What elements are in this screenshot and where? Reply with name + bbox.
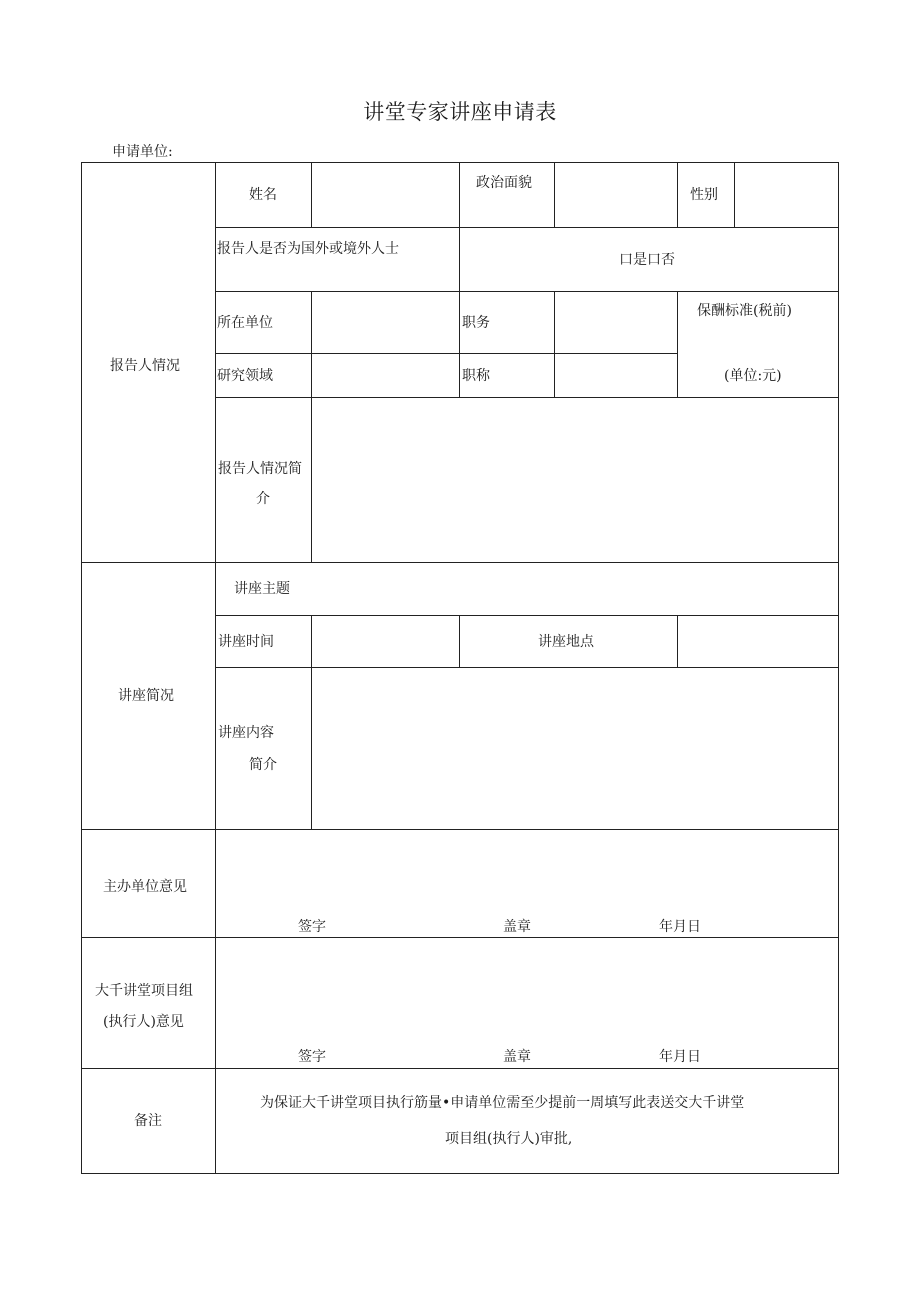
research-field-label: 研究领域 xyxy=(217,368,273,384)
col-divider xyxy=(554,162,555,228)
lecture-topic-label: 讲座主题 xyxy=(234,581,290,597)
table-top-border xyxy=(81,162,839,163)
foreign-yes-no-options[interactable]: 口是口否 xyxy=(619,252,675,268)
col-divider xyxy=(459,615,460,668)
table-left-border xyxy=(81,162,82,1174)
table-bottom-border xyxy=(81,1173,839,1174)
project-seal-label: 盖章 xyxy=(503,1049,531,1065)
professional-title-label: 职称 xyxy=(462,368,490,384)
fee-standard-label: 保酬标准(税前) xyxy=(697,303,792,319)
row-divider xyxy=(215,291,839,292)
name-label: 姓名 xyxy=(249,187,277,203)
lecture-time-label: 讲座时间 xyxy=(218,634,274,650)
col-divider xyxy=(459,162,460,228)
col-divider xyxy=(311,615,312,668)
project-sign-label: 签字 xyxy=(298,1049,326,1065)
speaker-intro-label-line2: 介 xyxy=(256,491,270,507)
form-title: 讲堂专家讲座申请表 xyxy=(363,100,557,124)
remarks-text-line2: 项目组(执行人)审批, xyxy=(445,1131,573,1147)
speaker-section-label: 报告人情况 xyxy=(110,358,180,374)
label-column-divider xyxy=(215,162,216,1174)
col-divider xyxy=(554,291,555,398)
foreign-question-label: 报告人是否为国外或境外人士 xyxy=(217,241,399,257)
political-affiliation-label: 政治面貌 xyxy=(476,175,532,191)
col-divider xyxy=(459,227,460,292)
lecture-content-label-line2: 简介 xyxy=(249,757,277,773)
applicant-unit-label: 申请单位: xyxy=(112,144,173,160)
employer-label: 所在单位 xyxy=(217,315,273,331)
remarks-text: 为保证大千讲堂项目执行筋量•申请单位需至少提前一周填写此表送交大千讲堂 xyxy=(260,1095,745,1111)
row-divider xyxy=(215,667,839,668)
section-divider xyxy=(81,1068,839,1069)
col-divider xyxy=(677,291,678,398)
table-right-border xyxy=(838,162,839,1174)
section-divider xyxy=(81,829,839,830)
project-opinion-label-line2: (执行人)意见 xyxy=(103,1014,184,1030)
lecture-content-label: 讲座内容 xyxy=(218,725,274,741)
col-divider xyxy=(311,397,312,563)
project-opinion-label: 大千讲堂项目组 xyxy=(95,983,193,999)
gender-label: 性别 xyxy=(690,187,718,203)
remarks-label: 备注 xyxy=(134,1113,162,1129)
col-divider xyxy=(459,291,460,398)
organizer-seal-label: 盖章 xyxy=(503,919,531,935)
col-divider xyxy=(677,162,678,228)
col-divider xyxy=(311,291,312,398)
row-divider xyxy=(215,227,839,228)
section-divider xyxy=(81,562,839,563)
row-divider xyxy=(215,615,839,616)
project-date-label: 年月日 xyxy=(659,1049,701,1065)
fee-unit-label: (单位:元) xyxy=(724,368,782,384)
col-divider xyxy=(734,162,735,228)
lecture-location-label: 讲座地点 xyxy=(538,634,594,650)
col-divider xyxy=(311,162,312,228)
row-divider xyxy=(215,353,678,354)
speaker-intro-label: 报告人情况简 xyxy=(218,461,302,477)
position-label: 职务 xyxy=(462,315,490,331)
section-divider xyxy=(81,937,839,938)
organizer-opinion-label: 主办单位意见 xyxy=(103,879,187,895)
organizer-date-label: 年月日 xyxy=(659,919,701,935)
lecture-section-label: 讲座简况 xyxy=(118,688,174,704)
col-divider xyxy=(311,667,312,830)
organizer-sign-label: 签字 xyxy=(298,919,326,935)
col-divider xyxy=(677,615,678,668)
row-divider xyxy=(215,397,839,398)
